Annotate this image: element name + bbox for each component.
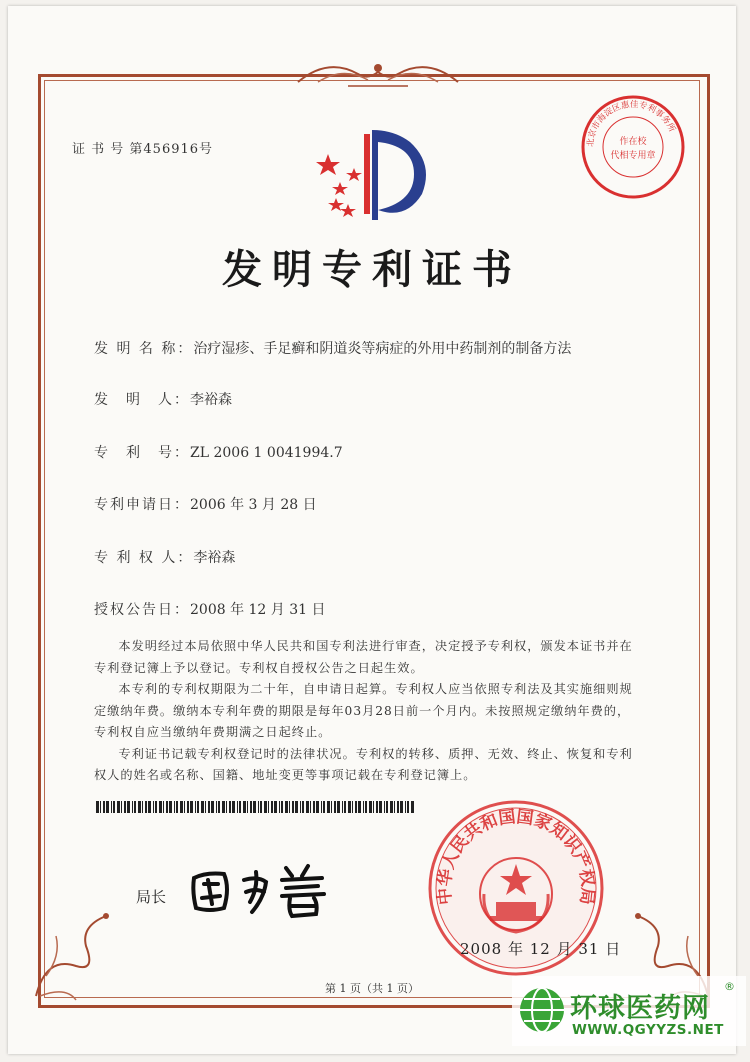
field-value: 治疗湿疹、手足癣和阴道炎等病症的外用中药制剂的制备方法 bbox=[193, 341, 572, 357]
issue-date: 2008 年 12 月 31 日 bbox=[460, 940, 622, 958]
field-label: 专 利 号： bbox=[94, 445, 190, 461]
watermark-url: WWW.QGYYZS.NET bbox=[572, 1022, 724, 1038]
field-grant-date bbox=[94, 599, 326, 619]
field-invention-name bbox=[94, 338, 571, 358]
certificate-body bbox=[94, 636, 639, 787]
certificate-paper bbox=[8, 6, 736, 1054]
patent-office-logo bbox=[314, 124, 434, 224]
field-label: 发 明 人： bbox=[94, 392, 190, 408]
field-label: 发 明 名 称： bbox=[94, 341, 194, 357]
field-label: 专 利 权 人： bbox=[94, 550, 194, 566]
watermark bbox=[512, 976, 746, 1046]
agency-stamp-line1: 作在校 bbox=[619, 137, 647, 147]
director-label: 局长 bbox=[136, 888, 167, 906]
field-label: 专利申请日： bbox=[94, 497, 190, 513]
globe-icon bbox=[518, 986, 566, 1034]
field-value: 李裕森 bbox=[190, 392, 232, 408]
page-number: 第 1 页（共 1 页） bbox=[325, 982, 419, 995]
field-label: 授权公告日： bbox=[94, 602, 190, 618]
certificate-number: 证 书 号 第456916号 bbox=[72, 142, 214, 157]
field-patentee bbox=[94, 547, 235, 567]
body-paragraph: 本发明经过本局依照中华人民共和国专利法进行审查，决定授予专利权，颁发本证书并在专利登记簿上予以登记。专利权自授权公告之日起生效。 bbox=[94, 639, 633, 675]
field-application-date bbox=[94, 494, 317, 514]
agency-stamp-ring: 北京市海淀区惠佳专利事务所 bbox=[585, 99, 677, 148]
body-paragraph: 专利证书记载专利权登记时的法律状况。专利权的转移、质押、无效、终止、恢复和专利权人的姓名或名称、国籍、地址变更等事项记载在专利登记簿上。 bbox=[94, 746, 633, 782]
director-signature bbox=[186, 858, 336, 920]
watermark-name: 环球医药网 bbox=[570, 993, 710, 1024]
seal-text: 中华人民共和国国家知识产权局 bbox=[434, 807, 598, 906]
field-value: 李裕森 bbox=[193, 550, 236, 566]
certificate-title: 发明专利证书 bbox=[222, 246, 522, 293]
registered-mark: ® bbox=[724, 980, 735, 993]
field-value: 2006 年 3 月 28 日 bbox=[190, 497, 317, 513]
agency-stamp bbox=[578, 92, 688, 202]
field-inventor bbox=[94, 389, 232, 409]
field-value: 2008 年 12 月 31 日 bbox=[190, 602, 326, 618]
field-value: ZL 2006 1 0041994.7 bbox=[190, 445, 343, 461]
agency-stamp-line2: 代相专用章 bbox=[610, 151, 656, 161]
field-patent-number bbox=[94, 442, 343, 462]
body-paragraph: 本专利的专利权期限为二十年，自申请日起算。专利权人应当依照专利法及其实施细则规定缴纳年费。缴纳本专利年费的期限是每年03月28日前一个月内。未按照规定缴纳年费的，专利权自应当缴纳年费期满之日起终止。 bbox=[94, 682, 633, 739]
top-ornament bbox=[288, 52, 468, 92]
barcode bbox=[96, 801, 416, 813]
